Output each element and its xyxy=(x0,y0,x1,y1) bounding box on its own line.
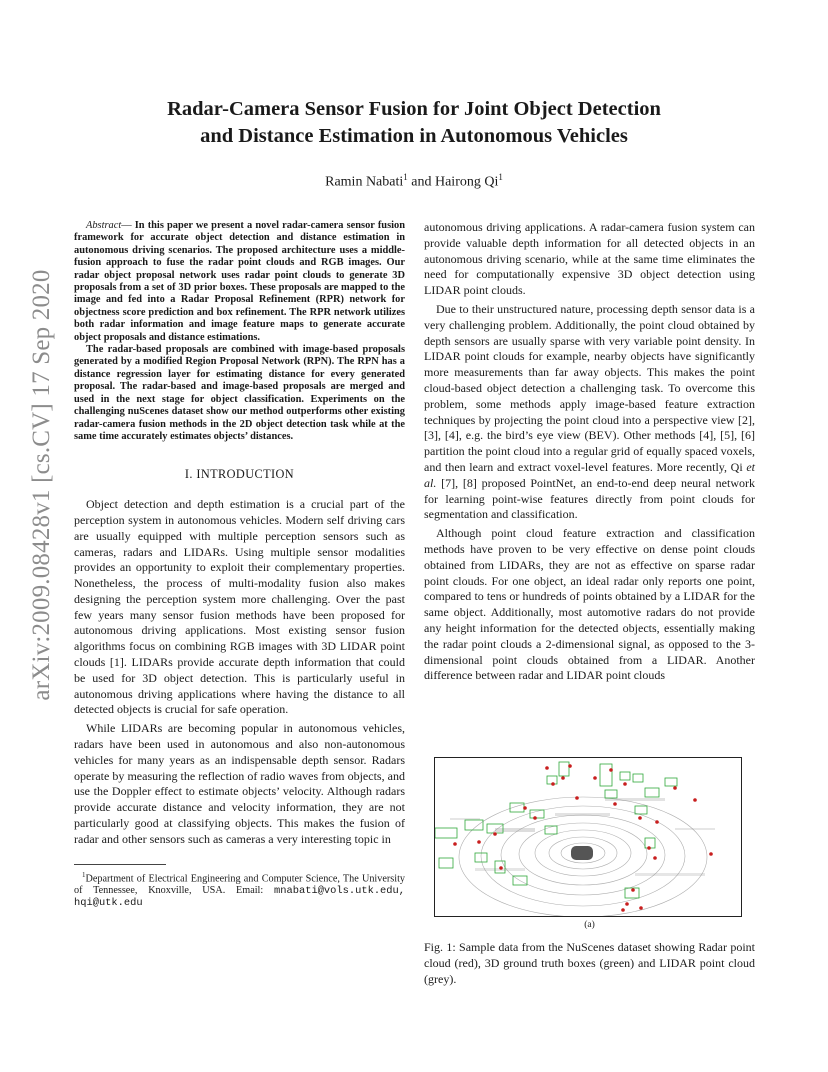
abstract-dash: — xyxy=(121,220,132,231)
abstract-label: Abstract xyxy=(86,220,122,231)
affiliation-mark: 1 xyxy=(403,172,408,182)
author-separator: and xyxy=(407,174,435,190)
title-line-2: and Distance Estimation in Autonomous Vehicles xyxy=(200,125,628,147)
footnote-text: Department of Electrical Engineering and Computer Science, The University of Tennessee, Knoxville, USA. Email: xyxy=(74,873,405,897)
footnote-rule xyxy=(74,864,166,865)
footnote-mark: 1 xyxy=(82,870,86,879)
section-heading: I. INTRODUCTION xyxy=(184,467,295,482)
title-line-1: Radar-Camera Sensor Fusion for Joint Object Detection xyxy=(167,98,661,120)
left-column xyxy=(74,220,405,909)
point-cloud-image xyxy=(435,758,741,916)
ground-truth-boxes xyxy=(435,762,677,898)
author-name: Hairong Qi xyxy=(434,174,499,190)
abstract-paragraph: The radar-based proposals are combined with image-based proposals generated by a modified Region Proposal Network (RPN). The RPN has a distance regression layer for estimating distance for every generated proposal. The radar-based and image-based proposals are merged and used in the next stage for object classification. Experiments on the challenging nuScenes dataset show our method outperforms other existing radar-camera fusion methods in the 2D object detection task while at the same time accurately estimates objects’ distances. xyxy=(74,344,405,442)
body-paragraph: Object detection and depth estimation is a crucial part of the perception system in autonomous vehicles. Modern self driving cars are usually equipped with multiple perception sensors such as cameras, radars and LIDARs. Using multiple sensor modalities provides an opportunity to exploit their complementary properties. Nonetheless, the process of multi-modality fusion also makes designing the perception system more challenging. Over the past few years many sensor fusion methods have been proposed for autonomous driving applications. Most existing sensor fusion algorithms focus on combining RGB images with 3D LIDAR point clouds [1]. LIDARs provide accurate depth information that could be used for 3D object detection. This is particularly useful in autonomous driving applications where having the distance to all detected objects is crucial for safe operation. xyxy=(74,497,405,717)
arxiv-stamp xyxy=(26,269,58,701)
paragraph-text: [7], [8] proposed PointNet, an end-to-end deep neural network for learning point-wise features directly from point clouds for segmentation and classification. xyxy=(424,475,755,522)
figure-point-cloud xyxy=(434,757,742,917)
footnote xyxy=(74,869,405,909)
paper-title xyxy=(100,96,728,150)
body-paragraph: Although point cloud feature extraction and classification methods have proven to be very effective on dense point clouds obtained from LIDARs, they are not as effective on sparse radar point clouds. For one object, an ideal radar only reports one point, compared to tens or hundreds of points obtained by a LIDAR for the same object. Additionally, most automotive radars do not provide any height information for the detected objects, essentially making the radar point clouds a 2-dimensional signal, as opposed to the 3-dimensional point clouds obtained from a LIDAR. Another difference between radar and LIDAR point clouds xyxy=(424,526,755,683)
abstract xyxy=(74,220,405,443)
body-paragraph: While LIDARs are becoming popular in autonomous vehicles, radars have been used in autonomous and also non-autonomous vehicles for many years as an indispensable depth sensor. Radars operate by measuring the reflection of radio waves from objects, and use the Doppler effect to estimate objects’ velocity. Although radars provide accurate distance and velocity information, they are not particularly good at classifying objects. This makes the fusion of radar and other sensors such as cameras a very interesting topic in xyxy=(74,721,405,846)
abstract-text: In this paper we present a novel radar-camera sensor fusion framework for accurate object detection and distance estimation in autonomous driving scenarios. The proposed architecture uses a middle-fusion approach to fuse the radar point clouds and RGB images. Our radar object proposal network uses radar point clouds to generate 3D proposals from a set of 3D prior boxes. These proposals are mapped to the image and fed into a Radar Proposal Refinement (RPR) network for objectness score prediction and box refinement. The RPR network utilizes both radar information and image feature maps to generate accurate object proposals and distance estimations. xyxy=(74,220,405,343)
author-list xyxy=(100,172,728,191)
arxiv-identifier: arXiv:2009.08428v1 [cs.CV] 17 Sep 2020 xyxy=(28,269,55,701)
paragraph-text: Due to their unstructured nature, processing depth sensor data is a very challenging problem. Additionally, the point cloud obtained by depth sensors are usually sparse with very variable point density. In LIDAR point clouds for example, nearby objects have significantly more measurements than far away objects. This makes the point cloud-based object detection a challenging task. To overcome this problem, some methods apply image-based feature extraction techniques by projecting the point cloud into a perspective view [2], [3], [4], e.g. the bird’s eye view (BEV). Other methods [4], [5], [6] partition the point cloud into a regular grid of equally spaced voxels, and then learn and extract voxel-level features. More recently, Qi xyxy=(424,301,755,474)
abstract-paragraph xyxy=(74,220,405,344)
body-paragraph: autonomous driving applications. A radar-camera fusion system can provide valuable depth information for all detected objects in an autonomous driving scenario, while at the same time eliminates the need for computationally expensive 3D object detection using LIDAR point clouds. xyxy=(424,220,755,298)
body-paragraph xyxy=(424,302,755,523)
et-al: et al. xyxy=(424,459,755,490)
footnote-email: mnabati@vols.utk.edu, hqi@utk.edu xyxy=(74,885,405,910)
affiliation-mark: 1 xyxy=(498,172,503,182)
author-name: Ramin Nabati xyxy=(325,174,404,190)
ego-vehicle xyxy=(571,846,593,860)
right-column xyxy=(424,220,755,687)
figure-subfigure-label: (a) xyxy=(584,920,595,930)
figure-caption: Fig. 1: Sample data from the NuScenes dataset showing Radar point cloud (red), 3D ground truth boxes (green) and LIDAR point cloud (grey). xyxy=(424,940,755,986)
